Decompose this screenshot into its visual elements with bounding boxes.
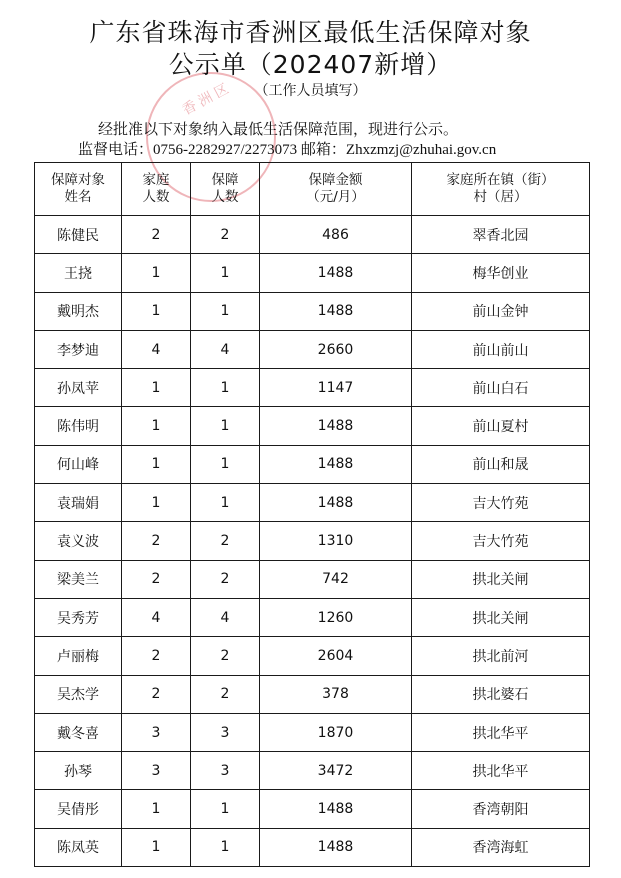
cell-name: 李梦迪 xyxy=(35,330,122,368)
table-header-row xyxy=(35,163,590,216)
cell-family: 1 xyxy=(122,445,191,483)
cell-covered: 2 xyxy=(191,560,260,598)
table-row xyxy=(35,752,590,790)
cell-covered: 2 xyxy=(191,522,260,560)
cell-location: 拱北关闸 xyxy=(412,598,590,636)
cell-covered: 1 xyxy=(191,407,260,445)
cell-location: 香湾朝阳 xyxy=(412,790,590,828)
cell-amount: 1870 xyxy=(260,713,412,751)
cell-covered: 1 xyxy=(191,445,260,483)
header-text: 人数 xyxy=(142,189,170,205)
cell-amount: 486 xyxy=(260,216,412,254)
cell-covered: 2 xyxy=(191,637,260,675)
table-row xyxy=(35,254,590,292)
table-row xyxy=(35,330,590,368)
cell-name: 吴倩彤 xyxy=(35,790,122,828)
cell-name: 陈凤英 xyxy=(35,828,122,866)
cell-covered: 1 xyxy=(191,292,260,330)
cell-location: 香湾海虹 xyxy=(412,828,590,866)
header-text: 姓名 xyxy=(64,189,92,205)
cell-family: 3 xyxy=(122,752,191,790)
cell-covered: 1 xyxy=(191,254,260,292)
header-amount xyxy=(260,163,412,216)
cell-location: 吉大竹苑 xyxy=(412,484,590,522)
beneficiary-table xyxy=(34,162,590,867)
cell-family: 1 xyxy=(122,292,191,330)
table-row xyxy=(35,522,590,560)
cell-name: 袁义波 xyxy=(35,522,122,560)
cell-name: 王挠 xyxy=(35,254,122,292)
table-row xyxy=(35,484,590,522)
table-row xyxy=(35,828,590,866)
table-body xyxy=(35,216,590,867)
cell-location: 前山和晟 xyxy=(412,445,590,483)
cell-family: 2 xyxy=(122,216,191,254)
table-row xyxy=(35,637,590,675)
header-text: （元/月） xyxy=(306,189,365,205)
table-row xyxy=(35,790,590,828)
cell-covered: 1 xyxy=(191,369,260,407)
cell-name: 袁瑞娟 xyxy=(35,484,122,522)
cell-name: 梁美兰 xyxy=(35,560,122,598)
cell-covered: 3 xyxy=(191,713,260,751)
page-subtitle: （工作人员填写） xyxy=(254,83,367,99)
header-text: 保障对象 xyxy=(51,172,105,188)
cell-name: 卢丽梅 xyxy=(35,637,122,675)
cell-amount: 378 xyxy=(260,675,412,713)
cell-amount: 1488 xyxy=(260,828,412,866)
cell-name: 何山峰 xyxy=(35,445,122,483)
cell-location: 拱北前河 xyxy=(412,637,590,675)
cell-location: 拱北婆石 xyxy=(412,675,590,713)
cell-location: 拱北华平 xyxy=(412,752,590,790)
page-title-line2: 公示单（202407新增） xyxy=(168,50,453,79)
cell-amount: 1488 xyxy=(260,790,412,828)
official-seal-text: 香洲区 xyxy=(179,79,236,119)
cell-amount: 1488 xyxy=(260,292,412,330)
cell-location: 梅华创业 xyxy=(412,254,590,292)
cell-covered: 1 xyxy=(191,790,260,828)
header-text: 家庭 xyxy=(142,172,170,188)
page-title: 广东省珠海市香洲区最低生活保障对象 xyxy=(89,18,532,47)
cell-covered: 2 xyxy=(191,216,260,254)
cell-family: 3 xyxy=(122,713,191,751)
cell-family: 2 xyxy=(122,522,191,560)
cell-amount: 1310 xyxy=(260,522,412,560)
cell-amount: 742 xyxy=(260,560,412,598)
cell-covered: 1 xyxy=(191,828,260,866)
cell-name: 孙琴 xyxy=(35,752,122,790)
table-row xyxy=(35,369,590,407)
header-text: 保障金额 xyxy=(308,172,363,188)
cell-family: 1 xyxy=(122,484,191,522)
cell-location: 拱北关闸 xyxy=(412,560,590,598)
cell-amount: 1260 xyxy=(260,598,412,636)
cell-amount: 1488 xyxy=(260,254,412,292)
table-row xyxy=(35,292,590,330)
cell-name: 戴明杰 xyxy=(35,292,122,330)
cell-name: 吴秀芳 xyxy=(35,598,122,636)
cell-name: 孙凤苹 xyxy=(35,369,122,407)
cell-name: 陈伟明 xyxy=(35,407,122,445)
cell-location: 前山白石 xyxy=(412,369,590,407)
cell-family: 2 xyxy=(122,560,191,598)
cell-covered: 4 xyxy=(191,330,260,368)
supervision-contact: 监督电话：0756-2282927/2273073 邮箱：Zhxzmzj@zhuhai.gov.cn xyxy=(78,142,497,158)
cell-family: 1 xyxy=(122,369,191,407)
cell-amount: 1488 xyxy=(260,484,412,522)
cell-location: 前山金钟 xyxy=(412,292,590,330)
cell-family: 4 xyxy=(122,598,191,636)
cell-name: 陈健民 xyxy=(35,216,122,254)
notice-text: 经批准以下对象纳入最低生活保障范围，现进行公示。 xyxy=(98,120,459,138)
table-row xyxy=(35,598,590,636)
cell-family: 4 xyxy=(122,330,191,368)
cell-family: 1 xyxy=(122,790,191,828)
table-row xyxy=(35,445,590,483)
table-row xyxy=(35,407,590,445)
cell-family: 1 xyxy=(122,828,191,866)
cell-location: 拱北华平 xyxy=(412,713,590,751)
header-covered-size xyxy=(191,163,260,216)
cell-covered: 4 xyxy=(191,598,260,636)
cell-family: 2 xyxy=(122,637,191,675)
cell-location: 吉大竹苑 xyxy=(412,522,590,560)
cell-name: 戴冬喜 xyxy=(35,713,122,751)
cell-name: 吴杰学 xyxy=(35,675,122,713)
cell-covered: 1 xyxy=(191,484,260,522)
header-text: 村（居） xyxy=(473,189,528,205)
table-row xyxy=(35,216,590,254)
cell-covered: 3 xyxy=(191,752,260,790)
cell-amount: 2604 xyxy=(260,637,412,675)
header-location xyxy=(412,163,590,216)
cell-amount: 1147 xyxy=(260,369,412,407)
cell-amount: 1488 xyxy=(260,407,412,445)
cell-covered: 2 xyxy=(191,675,260,713)
cell-amount: 3472 xyxy=(260,752,412,790)
cell-family: 1 xyxy=(122,407,191,445)
cell-location: 翠香北园 xyxy=(412,216,590,254)
cell-amount: 1488 xyxy=(260,445,412,483)
header-text: 人数 xyxy=(211,189,239,205)
header-text: 家庭所在镇（街） xyxy=(446,172,555,188)
cell-location: 前山夏村 xyxy=(412,407,590,445)
cell-amount: 2660 xyxy=(260,330,412,368)
header-text: 保障 xyxy=(211,172,239,188)
cell-family: 1 xyxy=(122,254,191,292)
cell-family: 2 xyxy=(122,675,191,713)
header-name xyxy=(35,163,122,216)
cell-location: 前山前山 xyxy=(412,330,590,368)
table-row xyxy=(35,675,590,713)
table-row xyxy=(35,560,590,598)
table-row xyxy=(35,713,590,751)
header-family-size xyxy=(122,163,191,216)
